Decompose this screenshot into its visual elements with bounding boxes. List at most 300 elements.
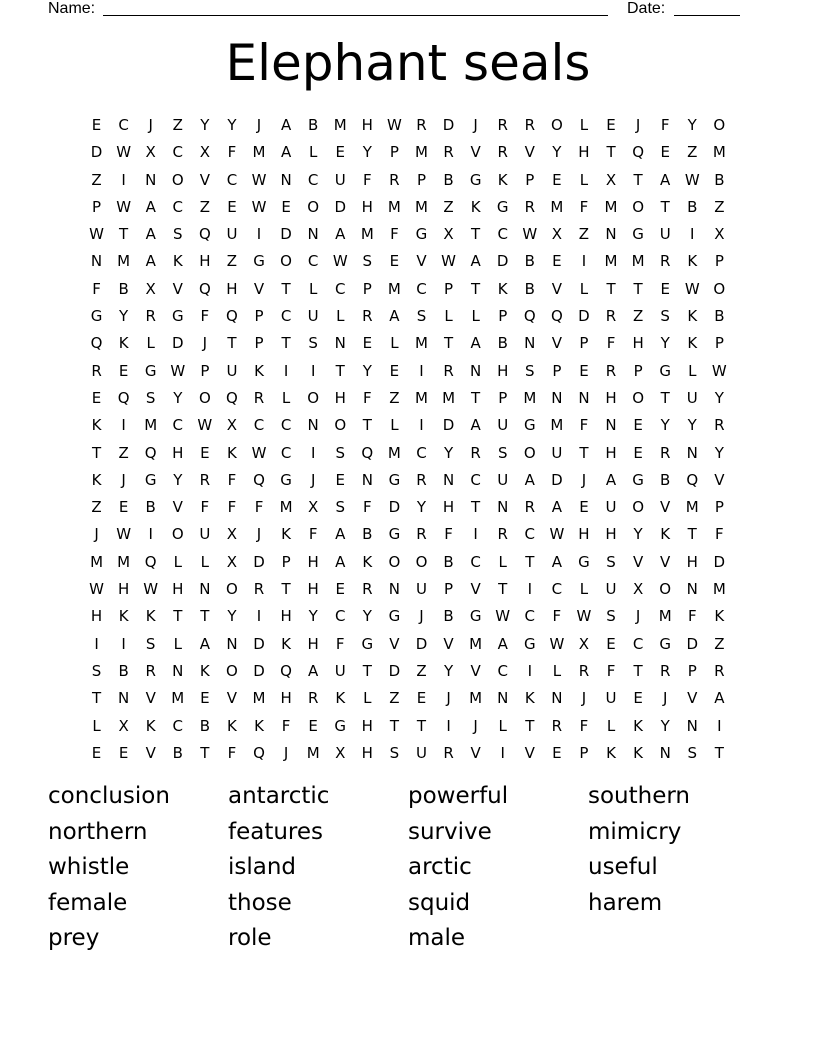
- grid-letter: N: [334, 334, 346, 353]
- grid-letter: C: [497, 661, 508, 680]
- grid-letter: X: [118, 716, 129, 735]
- grid-letter: E: [606, 116, 616, 134]
- grid-letter: I: [148, 525, 153, 544]
- grid-letter: K: [281, 634, 291, 653]
- grid-letter: Q: [550, 307, 563, 326]
- grid-letter: K: [118, 607, 129, 626]
- grid-letter: T: [91, 689, 102, 708]
- grid-letter: K: [606, 743, 616, 762]
- grid-letter: T: [471, 388, 481, 407]
- grid-letter: N: [90, 252, 103, 271]
- grid-letter: M: [550, 416, 564, 435]
- grid-letter: F: [254, 498, 264, 517]
- grid-letter: J: [202, 334, 208, 353]
- grid-letter: T: [200, 743, 210, 762]
- grid-letter: D: [686, 634, 699, 653]
- grid-letter: U: [497, 416, 509, 435]
- grid-letter: Y: [660, 716, 670, 735]
- grid-letter: U: [497, 470, 509, 489]
- grid-letter: B: [714, 307, 725, 326]
- grid-letter: P: [552, 361, 562, 380]
- grid-letter: E: [552, 170, 562, 189]
- grid-letter: O: [226, 580, 238, 599]
- grid-letter: C: [632, 634, 644, 653]
- grid-letter: K: [227, 443, 237, 462]
- grid-letter: A: [280, 143, 292, 162]
- grid-letter: T: [389, 716, 399, 735]
- grid-letter: H: [117, 580, 130, 599]
- grid-letter: K: [687, 307, 698, 326]
- grid-letter: B: [199, 716, 210, 735]
- grid-letter: E: [335, 580, 345, 599]
- grid-letter: F: [363, 170, 372, 189]
- grid-letter: T: [498, 580, 508, 599]
- grid-letter: Z: [389, 388, 400, 407]
- grid-letter: U: [605, 580, 617, 599]
- grid-letter: A: [389, 307, 400, 326]
- grid-letter: P: [92, 197, 102, 216]
- grid-letter: I: [121, 634, 126, 653]
- grid-letter: N: [307, 416, 319, 435]
- grid-letter: F: [687, 607, 697, 626]
- grid-letter: A: [470, 252, 481, 271]
- grid-letter: L: [336, 307, 345, 326]
- grid-letter: M: [252, 143, 266, 162]
- grid-letter: C: [524, 607, 536, 626]
- grid-letter: S: [335, 443, 345, 462]
- grid-letter: O: [550, 116, 563, 134]
- grid-letter: Y: [714, 388, 724, 407]
- grid-letter: X: [443, 225, 454, 244]
- grid-letter: S: [525, 361, 535, 380]
- grid-letter: C: [307, 170, 319, 189]
- word-list-item: antarctic: [228, 783, 330, 809]
- grid-letter: E: [91, 743, 102, 762]
- grid-letter: H: [361, 197, 373, 216]
- grid-letter: A: [145, 197, 156, 216]
- grid-letter: K: [199, 661, 210, 680]
- grid-letter: G: [361, 634, 374, 653]
- grid-letter: O: [632, 498, 644, 517]
- grid-letter: R: [91, 361, 102, 380]
- grid-letter: P: [362, 279, 372, 298]
- grid-letter: N: [686, 443, 698, 462]
- grid-letter: M: [658, 607, 672, 626]
- grid-row: [83, 221, 733, 248]
- grid-letter: Z: [632, 307, 644, 326]
- word-list-item: harem: [588, 889, 663, 916]
- grid-letter: U: [307, 307, 319, 326]
- grid-letter: N: [280, 170, 292, 189]
- grid-letter: C: [524, 525, 536, 544]
- grid-letter: W: [251, 197, 267, 216]
- grid-letter: P: [498, 388, 508, 407]
- grid-letter: Y: [227, 607, 237, 626]
- grid-letter: R: [199, 470, 211, 489]
- grid-letter: T: [471, 279, 481, 298]
- word-list-item: powerful: [408, 783, 509, 809]
- word-list-item: squid: [408, 889, 471, 916]
- grid-letter: S: [145, 634, 156, 653]
- grid-letter: H: [361, 716, 373, 735]
- grid-letter: U: [199, 525, 211, 544]
- grid-letter: D: [415, 634, 428, 653]
- grid-letter: B: [443, 552, 454, 571]
- grid-letter: A: [335, 552, 346, 571]
- grid-letter: U: [334, 170, 346, 189]
- grid-letter: N: [361, 470, 373, 489]
- grid-row: [83, 330, 733, 357]
- grid-letter: T: [200, 607, 210, 626]
- grid-letter: N: [551, 388, 563, 407]
- grid-letter: I: [283, 361, 289, 380]
- grid-letter: F: [227, 743, 237, 762]
- grid-letter: D: [578, 307, 590, 326]
- grid-letter: K: [524, 689, 535, 708]
- grid-letter: S: [173, 225, 183, 244]
- grid-row: [83, 467, 733, 494]
- grid-row: [83, 658, 733, 685]
- name-blank-line: [103, 15, 608, 16]
- grid-letter: G: [388, 470, 401, 489]
- grid-letter: N: [226, 634, 238, 653]
- grid-letter: M: [117, 252, 131, 271]
- grid-letter: Y: [687, 416, 697, 435]
- grid-letter: T: [525, 552, 535, 571]
- grid-letter: S: [606, 607, 616, 626]
- grid-letter: R: [551, 716, 563, 735]
- grid-letter: J: [148, 116, 153, 134]
- grid-letter: D: [496, 252, 509, 271]
- grid-letter: I: [419, 361, 424, 380]
- grid-letter: S: [91, 661, 102, 680]
- grid-letter: E: [606, 634, 616, 653]
- grid-row: [83, 713, 733, 740]
- grid-letter: P: [254, 334, 264, 353]
- grid-letter: G: [280, 470, 292, 489]
- word-list-item: female: [48, 889, 128, 916]
- grid-row: [83, 167, 733, 194]
- grid-letter: R: [714, 661, 725, 680]
- grid-letter: V: [389, 634, 400, 653]
- grid-letter: W: [386, 116, 402, 134]
- grid-letter: J: [121, 470, 126, 489]
- grid-letter: L: [444, 307, 453, 326]
- grid-letter: I: [446, 716, 451, 735]
- grid-letter: H: [605, 443, 617, 462]
- grid-letter: E: [118, 743, 129, 762]
- grid-row: [83, 358, 733, 385]
- grid-row: [83, 603, 733, 630]
- grid-letter: I: [310, 443, 316, 462]
- grid-letter: V: [145, 689, 156, 708]
- grid-letter: E: [118, 361, 129, 380]
- grid-letter: R: [470, 443, 481, 462]
- grid-letter: W: [143, 580, 159, 599]
- grid-letter: F: [363, 388, 372, 407]
- grid-letter: D: [442, 116, 455, 134]
- grid-letter: Q: [686, 470, 699, 489]
- grid-letter: Q: [144, 552, 157, 571]
- grid-letter: Z: [578, 225, 590, 244]
- grid-letter: B: [172, 743, 183, 762]
- grid-letter: I: [310, 361, 316, 380]
- word-list-item: role: [228, 925, 272, 952]
- grid-letter: E: [118, 498, 129, 517]
- grid-letter: R: [605, 361, 617, 380]
- grid-letter: K: [714, 607, 725, 626]
- grid-letter: O: [280, 252, 292, 271]
- grid-letter: Y: [119, 307, 129, 326]
- grid-letter: W: [684, 170, 700, 189]
- grid-letter: R: [145, 661, 156, 680]
- grid-letter: T: [525, 716, 535, 735]
- grid-letter: N: [497, 689, 509, 708]
- grid-letter: R: [524, 498, 535, 517]
- grid-letter: X: [632, 580, 644, 599]
- grid-letter: T: [281, 334, 291, 353]
- grid-letter: A: [660, 170, 671, 189]
- grid-letter: J: [581, 689, 587, 708]
- grid-letter: V: [524, 743, 535, 762]
- grid-letter: R: [416, 525, 427, 544]
- grid-letter: Z: [389, 689, 400, 708]
- grid-letter: V: [470, 580, 481, 599]
- grid-letter: N: [388, 580, 401, 599]
- grid-letter: S: [362, 252, 373, 271]
- grid-letter: V: [172, 279, 183, 298]
- word-list-item: useful: [588, 854, 658, 881]
- word-list-item: prey: [48, 925, 100, 952]
- grid-letter: K: [91, 416, 102, 435]
- grid-row: [83, 685, 733, 712]
- grid-row: [83, 576, 733, 603]
- grid-letter: D: [713, 552, 726, 571]
- grid-letter: A: [605, 470, 617, 489]
- grid-letter: V: [470, 143, 481, 162]
- grid-letter: D: [253, 661, 265, 680]
- grid-letter: M: [469, 634, 483, 653]
- grid-row: [83, 248, 733, 275]
- grid-letter: L: [390, 416, 399, 435]
- grid-letter: Q: [632, 143, 644, 162]
- grid-letter: B: [145, 498, 156, 517]
- grid-letter: Y: [173, 470, 183, 489]
- grid-letter: C: [172, 416, 184, 435]
- grid-letter: J: [256, 116, 262, 134]
- grid-letter: C: [416, 443, 427, 462]
- grid-letter: B: [497, 334, 508, 353]
- grid-letter: T: [606, 143, 616, 162]
- grid-letter: K: [91, 470, 102, 489]
- grid-letter: B: [118, 661, 129, 680]
- grid-letter: N: [551, 689, 563, 708]
- grid-letter: M: [144, 416, 158, 435]
- grid-letter: X: [605, 170, 617, 189]
- grid-letter: H: [307, 552, 319, 571]
- grid-letter: G: [632, 225, 644, 244]
- grid-letter: Q: [253, 470, 265, 489]
- grid-letter: T: [633, 170, 643, 189]
- grid-letter: N: [442, 470, 455, 489]
- grid-letter: K: [470, 197, 481, 216]
- grid-letter: H: [578, 143, 590, 162]
- grid-letter: C: [172, 197, 184, 216]
- grid-letter: H: [280, 689, 292, 708]
- grid-letter: H: [172, 580, 184, 599]
- grid-letter: W: [251, 170, 267, 189]
- grid-letter: N: [172, 661, 184, 680]
- grid-letter: X: [199, 143, 210, 162]
- grid-letter: E: [335, 470, 345, 489]
- grid-letter: Y: [660, 334, 670, 353]
- grid-letter: Y: [633, 525, 643, 544]
- grid-letter: O: [171, 170, 184, 189]
- grid-letter: Y: [714, 443, 724, 462]
- grid-letter: A: [551, 552, 562, 571]
- grid-letter: K: [118, 334, 129, 353]
- grid-letter: P: [579, 334, 589, 353]
- grid-letter: H: [280, 607, 292, 626]
- grid-letter: C: [497, 225, 508, 244]
- grid-letter: G: [659, 634, 671, 653]
- grid-letter: M: [387, 279, 401, 298]
- grid-letter: U: [686, 388, 698, 407]
- grid-letter: O: [388, 552, 401, 571]
- grid-letter: C: [172, 716, 184, 735]
- grid-letter: G: [496, 197, 509, 216]
- grid-letter: N: [470, 361, 482, 380]
- grid-letter: I: [256, 607, 262, 626]
- grid-letter: F: [552, 607, 562, 626]
- grid-letter: R: [659, 443, 671, 462]
- grid-letter: Z: [714, 197, 725, 216]
- grid-letter: X: [551, 225, 562, 244]
- grid-letter: G: [578, 552, 590, 571]
- grid-letter: W: [711, 361, 727, 380]
- grid-letter: W: [441, 252, 456, 271]
- grid-letter: E: [389, 252, 400, 271]
- grid-letter: E: [633, 443, 643, 462]
- grid-row: [83, 440, 733, 467]
- grid-letter: C: [551, 580, 563, 599]
- word-list-item: conclusion: [48, 783, 170, 809]
- grid-row: [83, 549, 733, 576]
- grid-letter: P: [633, 361, 643, 380]
- word-list-item: features: [228, 818, 324, 845]
- grid-letter: P: [281, 552, 291, 571]
- grid-letter: X: [226, 525, 238, 544]
- grid-letter: B: [443, 170, 454, 189]
- grid-letter: J: [581, 470, 587, 489]
- grid-letter: H: [442, 498, 455, 517]
- grid-letter: E: [200, 689, 210, 708]
- grid-letter: Y: [660, 416, 670, 435]
- grid-letter: M: [387, 443, 401, 462]
- grid-letter: L: [146, 334, 155, 353]
- grid-letter: H: [307, 634, 319, 653]
- grid-letter: I: [419, 416, 424, 435]
- grid-letter: H: [199, 252, 211, 271]
- grid-letter: Y: [443, 661, 454, 680]
- grid-letter: E: [660, 143, 670, 162]
- grid-letter: E: [389, 361, 400, 380]
- grid-letter: G: [388, 525, 401, 544]
- grid-letter: T: [471, 225, 481, 244]
- grid-letter: S: [687, 743, 698, 762]
- grid-letter: D: [253, 552, 265, 571]
- grid-letter: T: [362, 416, 372, 435]
- grid-letter: H: [172, 443, 184, 462]
- grid-letter: C: [335, 607, 346, 626]
- grid-letter: E: [362, 334, 373, 353]
- grid-letter: P: [714, 334, 724, 353]
- grid-letter: Z: [199, 197, 210, 216]
- grid-letter: P: [254, 307, 264, 326]
- grid-letter: A: [551, 498, 562, 517]
- grid-letter: J: [473, 116, 478, 134]
- grid-letter: A: [470, 416, 481, 435]
- grid-letter: E: [633, 416, 643, 435]
- grid-letter: M: [604, 252, 618, 271]
- grid-letter: N: [686, 580, 698, 599]
- grid-letter: F: [606, 334, 616, 353]
- grid-letter: E: [200, 443, 210, 462]
- grid-letter: J: [635, 607, 641, 626]
- grid-letter: G: [90, 307, 103, 326]
- grid-letter: T: [416, 716, 427, 735]
- grid-letter: J: [283, 743, 289, 762]
- grid-letter: C: [172, 143, 184, 162]
- grid-letter: F: [200, 307, 210, 326]
- grid-letter: G: [171, 307, 184, 326]
- grid-letter: J: [662, 689, 668, 708]
- grid-letter: B: [362, 525, 373, 544]
- grid-letter: A: [280, 116, 292, 134]
- grid-letter: H: [90, 607, 103, 626]
- grid-letter: T: [633, 279, 643, 298]
- grid-letter: R: [605, 307, 617, 326]
- grid-letter: C: [280, 416, 292, 435]
- grid-letter: V: [687, 689, 698, 708]
- grid-letter: V: [470, 743, 481, 762]
- grid-letter: I: [121, 416, 126, 435]
- grid-letter: F: [606, 661, 616, 680]
- grid-letter: R: [416, 470, 427, 489]
- word-list-item: those: [228, 889, 292, 916]
- grid-letter: C: [280, 443, 292, 462]
- grid-letter: I: [527, 580, 532, 599]
- grid-letter: H: [226, 279, 238, 298]
- grid-letter: I: [256, 225, 262, 244]
- grid-letter: R: [497, 116, 508, 134]
- grid-letter: Y: [416, 498, 427, 517]
- grid-letter: Y: [200, 116, 210, 134]
- grid-letter: I: [94, 634, 99, 653]
- grid-letter: Z: [226, 252, 238, 271]
- grid-letter: A: [199, 634, 210, 653]
- grid-letter: Q: [144, 443, 157, 462]
- word-list-item: male: [408, 925, 466, 952]
- grid-letter: B: [308, 116, 319, 134]
- grid-letter: A: [714, 689, 725, 708]
- grid-letter: A: [470, 334, 481, 353]
- grid-letter: I: [717, 716, 722, 735]
- grid-letter: V: [660, 552, 671, 571]
- grid-letter: M: [415, 143, 428, 162]
- grid-letter: H: [361, 743, 373, 762]
- grid-letter: M: [442, 388, 456, 407]
